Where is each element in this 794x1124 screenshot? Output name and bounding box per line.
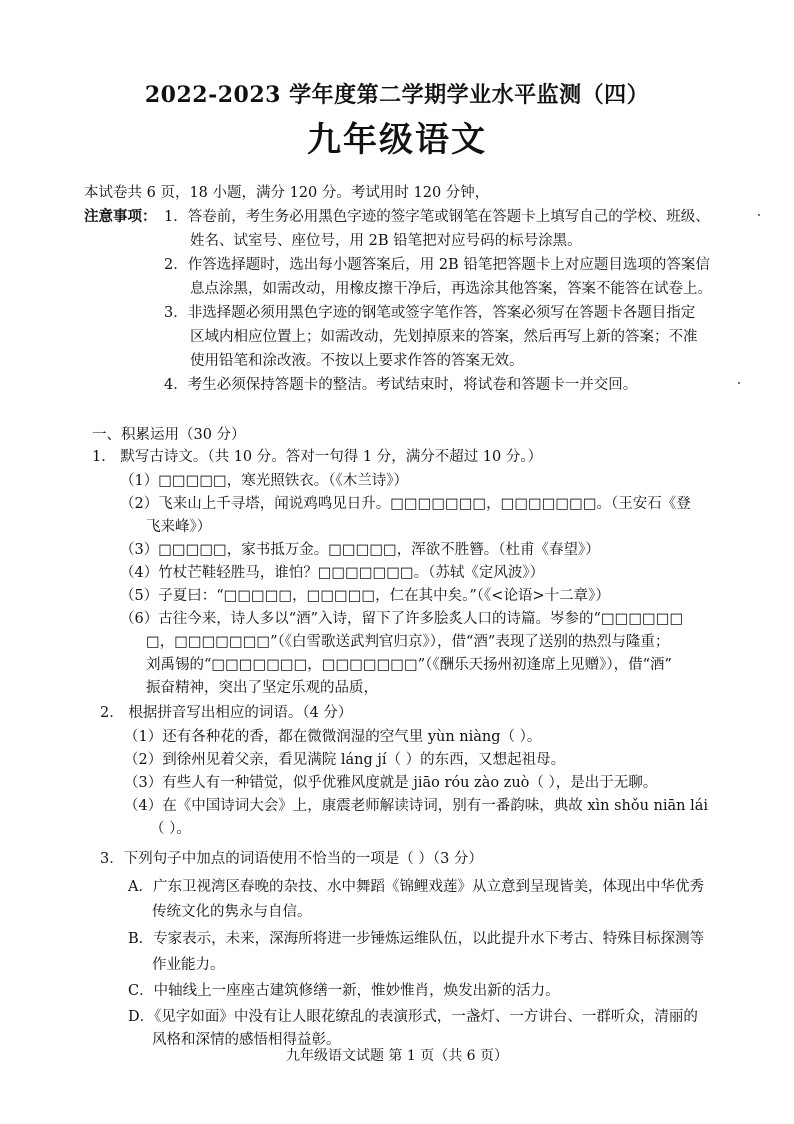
q2-item: （4）在《中国诗词大会》上，康震老师解读诗词，别有一番韵味，典故 xìn shǒu niān lái <box>124 798 709 814</box>
q1-item: （6）古往今来，诗人多以“酒”入诗，留下了许多脍炙人口的诗篇。岑参的“□□□□□□ <box>120 611 684 627</box>
scan-speck <box>758 214 760 216</box>
notice-line: 4．考生必须保持答题卡的整洁。考试结束时，将试卷和答题卡一并交回。 <box>164 377 638 393</box>
notice-line: 姓名、试室号、座位号，用 2B 铅笔把对应号码的标号涂黑。 <box>190 233 582 249</box>
page-footer: 九年级语文试题 第 1 页（共 6 页） <box>285 1048 509 1064</box>
subject-title: 九年级语文 <box>307 120 487 160</box>
q1-item: （2）飞来山上千寻塔，闻说鸡鸣见日升。□□□□□□□，□□□□□□□。（王安石《登 <box>120 496 691 512</box>
notice-line: 息点涂黑，如需改动，用橡皮擦干净后，再选涂其他答案，答案不能答在试卷上。 <box>190 281 712 297</box>
q1-item: 振奋精神，突出了坚定乐观的品质， <box>146 680 378 696</box>
q1-item: （1）□□□□□，寒光照铁衣。（《木兰诗》） <box>120 473 408 489</box>
q3-option-d-cont: 风格和深情的感悟相得益彰。 <box>152 1032 341 1048</box>
q1-item: （5）子夏曰：“□□□□□，□□□□□，仁在其中矣。”（《<论语>十二章》） <box>120 588 610 604</box>
q3-option-b: B．专家表示，未来，深海所将进一步锤炼运维队伍，以此提升水下考古、特殊目标探测等 <box>128 931 705 947</box>
q3-option-c: C．中轴线上一座座古建筑修缮一新，惟妙惟肖，焕发出新的活力。 <box>128 983 560 999</box>
q1-item: 刘禹锡的“□□□□□□□，□□□□□□□”（《酬乐天扬州初逢席上见赠》），借“酒” <box>146 657 672 673</box>
question-2-stem: 2． 根据拼音写出相应的词语。（4 分） <box>100 705 353 721</box>
q3-option-a: A．广东卫视湾区春晚的杂技、水中舞蹈《锦鲤戏莲》从立意到呈现皆美，体现出中华优秀 <box>128 879 704 895</box>
question-3-stem: 3．下列句子中加点的词语使用不恰当的一项是（ ）（3 分） <box>100 851 483 867</box>
q3-option-a-cont: 传统文化的隽永与自信。 <box>152 904 312 920</box>
q1-item: 飞来峰》） <box>146 519 212 535</box>
q2-item: （2）到徐州见着父亲，看见满院 láng jí（ ）的东西，又想起祖母。 <box>124 752 566 768</box>
q3-option-b-cont: 作业能力。 <box>152 957 225 973</box>
q1-item: （4）竹杖芒鞋轻胜马，谁怕？□□□□□□□。（苏轼《定风波》） <box>120 565 545 581</box>
exam-title: 2022-2023 学年度第二学期学业水平监测（四） <box>144 82 650 108</box>
notice-line: 2．作答选择题时，选出每小题答案后，用 2B 铅笔把答题卡上对应题目选项的答案信 <box>164 257 710 273</box>
notice-line: 3．非选择题必须用黑色字迹的钢笔或签字笔作答，答案必须写在答题卡各题目指定 <box>164 305 696 321</box>
q1-item: □，□□□□□□□”（《白雪歌送武判官归京》），借“酒”表现了送别的热烈与隆重； <box>146 634 670 650</box>
q3-option-d: D．《见字如面》中没有让人眼花缭乱的表演形式，一盏灯、一方讲台、一群听众，清丽的 <box>128 1009 698 1025</box>
question-1-stem: 1． 默写古诗文。（共 10 分。答对一句得 1 分，满分不超过 10 分。） <box>92 449 543 465</box>
notice-line: 使用铅笔和涂改液。不按以上要求作答的答案无效。 <box>190 353 524 369</box>
q2-item: （ ）。 <box>150 821 191 837</box>
section-heading: 一、积累运用（30 分） <box>92 427 246 443</box>
exam-intro: 本试卷共 6 页，18 小题，满分 120 分。考试用时 120 分钟， <box>84 185 490 201</box>
q2-item: （1）还有各种花的香，都在微微润湿的空气里 yùn niàng（ ）。 <box>124 729 542 745</box>
notice-line: 区域内相应位置上；如需改动，先划掉原来的答案，然后再写上新的答案；不准 <box>190 329 698 345</box>
q1-item: （3）□□□□□，家书抵万金。□□□□□，浑欲不胜簪。（杜甫《春望》） <box>120 542 600 558</box>
notice-label: 注意事项： <box>84 208 157 225</box>
q2-item: （3）有些人有一种错觉，似乎优雅风度就是 jiāo róu zào zuò（ ），是出于无聊。 <box>124 775 658 791</box>
scan-speck <box>738 382 740 384</box>
notice-line: 1．答卷前，考生务必用黑色字迹的签字笔或钢笔在答题卡上填写自己的学校、班级、 <box>164 209 710 225</box>
